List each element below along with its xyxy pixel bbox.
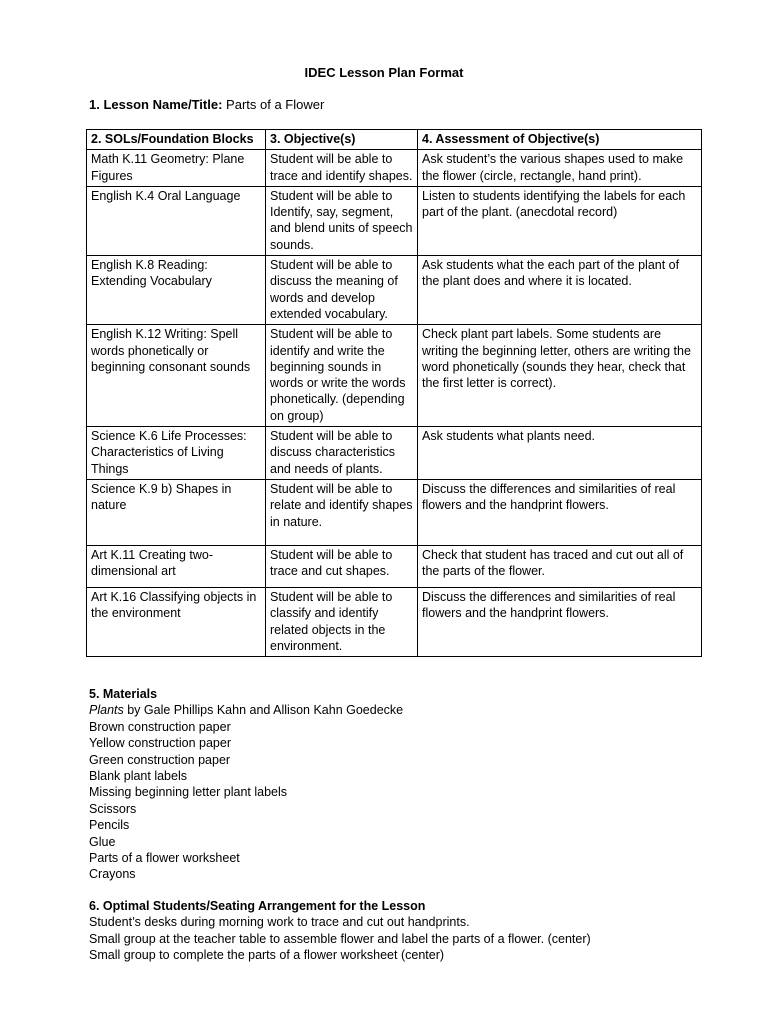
materials-item: Yellow construction paper [89, 736, 231, 751]
seating-heading: 6. Optimal Students/Seating Arrangement for the Lesson [89, 899, 426, 913]
materials-section [89, 686, 403, 883]
sol-cell: Art K.16 Classifying objects in the environment [87, 587, 266, 656]
seating-line: Small group to complete the parts of a flower worksheet (center) [89, 948, 445, 963]
materials-item: Parts of a flower worksheet [89, 851, 240, 866]
materials-item: Glue [89, 834, 116, 849]
table-row [87, 325, 702, 427]
table-row [87, 479, 702, 545]
materials-item: Scissors [89, 801, 137, 816]
assessment-cell: Check plant part labels. Some students are writing the beginning letter, others are writing the word phonetically (sounds they hear, check that the first letter is correct). [418, 325, 702, 427]
assessment-cell: Discuss the differences and similarities of real flowers and the handprint flowers. [418, 587, 702, 656]
materials-book [89, 702, 403, 718]
objective-cell: Student will be able to discuss the meaning of words and develop extended vocabulary. [266, 256, 418, 325]
sol-cell: English K.12 Writing: Spell words phonetically or beginning consonant sounds [87, 325, 266, 427]
materials-item: Green construction paper [89, 752, 231, 767]
table-row [87, 427, 702, 480]
lesson-name-line [89, 97, 324, 112]
assessment-cell: Check that student has traced and cut out all of the parts of the flower. [418, 545, 702, 587]
sol-cell: English K.8 Reading: Extending Vocabulary [87, 256, 266, 325]
table-row [87, 150, 702, 187]
objective-cell: Student will be able to identify and write the beginning sounds in words or write the words phonetically. (depending on group) [266, 325, 418, 427]
seating-section [89, 898, 591, 964]
header-sols: 2. SOLs/Foundation Blocks [87, 130, 266, 150]
table-row [87, 186, 702, 255]
objective-cell: Student will be able to trace and identify shapes. [266, 150, 418, 187]
materials-item: Missing beginning letter plant labels [89, 785, 288, 800]
assessment-cell: Ask students what plants need. [418, 427, 702, 480]
materials-heading: 5. Materials [89, 687, 158, 701]
objective-cell: Student will be able to classify and identify related objects in the environment. [266, 587, 418, 656]
seating-line: Student’s desks during morning work to trace and cut out handprints. [89, 915, 470, 930]
sol-cell: Math K.11 Geometry: Plane Figures [87, 150, 266, 187]
objective-cell: Student will be able to Identify, say, segment, and blend units of speech sounds. [266, 186, 418, 255]
header-assessment: 4. Assessment of Objective(s) [418, 130, 702, 150]
sol-cell: Science K.9 b) Shapes in nature [87, 479, 266, 545]
table-header-row [87, 130, 702, 150]
objective-cell: Student will be able to relate and identify shapes in nature. [266, 479, 418, 545]
seating-line: Small group at the teacher table to assemble flower and label the parts of a flower. (center) [89, 931, 591, 946]
table-row [87, 545, 702, 587]
materials-item: Crayons [89, 867, 136, 882]
objective-cell: Student will be able to discuss characteristics and needs of plants. [266, 427, 418, 480]
materials-item: Pencils [89, 818, 130, 833]
lesson-name-label: 1. Lesson Name/Title: [89, 97, 223, 112]
header-objectives: 3. Objective(s) [266, 130, 418, 150]
book-title: Plants [89, 703, 124, 718]
assessment-cell: Discuss the differences and similarities of real flowers and the handprint flowers. [418, 479, 702, 545]
objective-cell: Student will be able to trace and cut shapes. [266, 545, 418, 587]
assessment-cell: Ask students what the each part of the plant of the plant does and where it is located. [418, 256, 702, 325]
lesson-name-value: Parts of a Flower [226, 97, 325, 112]
table-row [87, 256, 702, 325]
materials-item: Brown construction paper [89, 719, 231, 734]
lesson-plan-table [86, 129, 702, 657]
sol-cell: English K.4 Oral Language [87, 186, 266, 255]
document-title: IDEC Lesson Plan Format [304, 65, 464, 80]
assessment-cell: Ask student’s the various shapes used to make the flower (circle, rectangle, hand print). [418, 150, 702, 187]
materials-item: Blank plant labels [89, 769, 187, 784]
book-authors: by Gale Phillips Kahn and Allison Kahn Goedecke [123, 703, 404, 718]
table-row [87, 587, 702, 656]
sol-cell: Art K.11 Creating two-dimensional art [87, 545, 266, 587]
sol-cell: Science K.6 Life Processes: Characteristics of Living Things [87, 427, 266, 480]
assessment-cell: Listen to students identifying the labels for each part of the plant. (anecdotal record) [418, 186, 702, 255]
